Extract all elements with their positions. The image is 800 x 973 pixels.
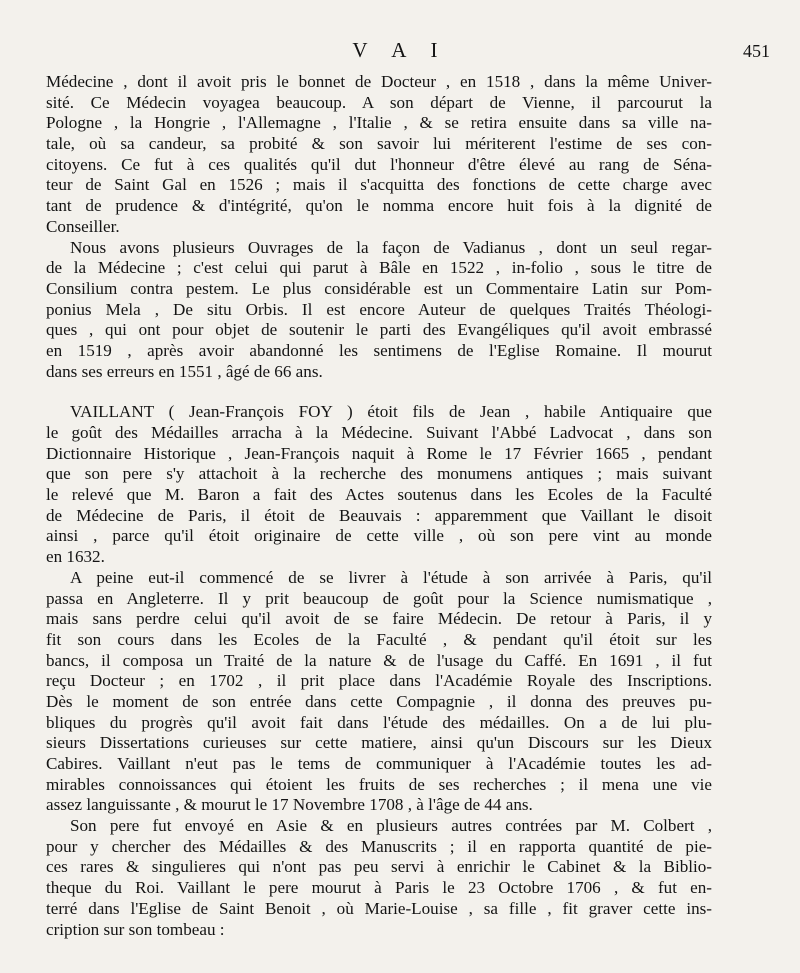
text-line: sité. Ce Médecin voyagea beaucoup. A son départ de Vienne, il parcourut la [46,92,712,112]
text-line: de la Médecine ; c'est celui qui parut à Bâle en 1522 , in-folio , sous le titre de [46,258,712,278]
text-line: Son pere fut envoyé en Asie & en plusieurs autres contrées par M. Colbert , [70,816,712,836]
text-line: Dictionnaire Historique , Jean-François naquit à Rome le 17 Février 1665 , pendant [46,443,712,463]
body-text [46,72,712,940]
text-line: fit son cours dans les Ecoles de la Faculté , & pendant qu'il étoit sur les [46,629,712,649]
text-line: A peine eut-il commencé de se livrer à l'étude à son arrivée à Paris, qu'il [70,567,712,587]
text-line: mais sans perdre celui qu'il avoit de se faire Médecin. De retour à Paris, il y [46,609,712,629]
text-line: Dès le moment de son entrée dans cette Compagnie , il donna des preuves pu- [46,691,712,711]
text-line: ponius Mela , De situ Orbis. Il est encore Auteur de quelques Traités Théologi- [46,299,712,319]
text-line: ainsi , parce qu'il étoit originaire de cette ville , où son pere vint au monde [46,526,712,546]
text-line: VAILLANT ( Jean-François FOY ) étoit fils de Jean , habile Antiquaire que [70,402,712,422]
text-line: terré dans l'Eglise de Saint Benoit , où Marie-Louise , sa fille , fit graver cette ins- [46,898,712,918]
text-line: cription sur son tombeau : [46,919,225,939]
text-line: bliques du progrès qu'il avoit fait dans l'étude des médailles. On a de lui plu- [46,712,712,732]
text-line: le relevé que M. Baron a fait des Actes soutenus dans les Ecoles de la Faculté [46,485,712,505]
text-line: Pologne , la Hongrie , l'Allemagne , l'Italie , & se retira ensuite dans sa ville na- [46,113,712,133]
running-head: V A I [352,38,448,62]
section-gap [46,382,712,402]
text-line: le goût des Médailles arracha à la Médecine. Suivant l'Abbé Ladvocat , dans son [46,423,712,442]
text-line: citoyens. Ce fut à ces qualités qu'il dut l'honneur d'être élevé au rang de Séna- [46,154,712,174]
text-line: Conseiller. [46,216,120,236]
text-line: theque du Roi. Vaillant le pere mourut à Paris le 23 Octobre 1706 , & fut en- [46,878,712,898]
text-line: Cabires. Vaillant n'eut pas le tems de communiquer à l'Académie toutes les ad- [46,754,712,773]
text-line: reçu Docteur ; en 1702 , il prit place dans l'Académie Royale des Inscriptions. [46,671,712,691]
text-line: sieurs Dissertations curieuses sur cette matiere, ainsi qu'un Discours sur les Dieux [46,733,712,753]
text-line: tale, où sa candeur, sa probité & son savoir lui mériterent l'estime de ses con- [46,134,712,154]
text-line: ces rares & singulieres qui n'ont pas peu servi à enrichir le Cabinet & la Biblio- [46,857,712,877]
page-number: 451 [743,41,770,61]
text-line: que son pere s'y attachoit à la recherche des monumens antiques ; mais suivant [46,464,712,484]
text-line: passa en Angleterre. Il y prit beaucoup de goût pour la Science numismatique , [46,588,712,608]
text-line: pour y chercher des Médailles & des Manuscrits ; il en rapporta quantité de pie- [46,836,712,856]
text-line: en 1519 , après avoir abandonné les sentimens de l'Eglise Romaine. Il mourut [46,340,712,360]
text-line: ques , qui ont pour objet de soutenir le parti des Evangéliques qu'il avoit embrassé [46,320,712,340]
text-line: assez languissante , & mourut le 17 Novembre 1708 , à l'âge de 44 ans. [46,795,533,815]
text-line: Consilium contra pestem. Le plus considérable est un Commentaire Latin sur Pom- [46,278,712,298]
text-line: bancs, il composa un Traité de la nature & de l'usage du Caffé. En 1691 , il fut [46,650,712,670]
text-line: en 1632. [46,547,105,567]
page-header [0,38,800,68]
text-line: dans ses erreurs en 1551 , âgé de 66 ans. [46,361,323,381]
text-line: Médecine , dont il avoit pris le bonnet de Docteur , en 1518 , dans la même Univer- [46,72,712,91]
text-line: Nous avons plusieurs Ouvrages de la façon de Vadianus , dont un seul regar- [70,237,712,257]
text-line: mirables connoissances qui étoient les fruits de ses recherches ; il mena une vie [46,774,712,794]
text-line: de Médecine de Paris, il étoit de Beauvais : apparemment que Vaillant le disoit [46,505,712,525]
text-line: teur de Saint Gal en 1526 ; mais il s'acquitta des fonctions de cette charge avec [46,175,712,195]
text-line: tant de prudence & d'intégrité, qu'on le nomma encore huit fois à la dignité de [46,196,712,216]
